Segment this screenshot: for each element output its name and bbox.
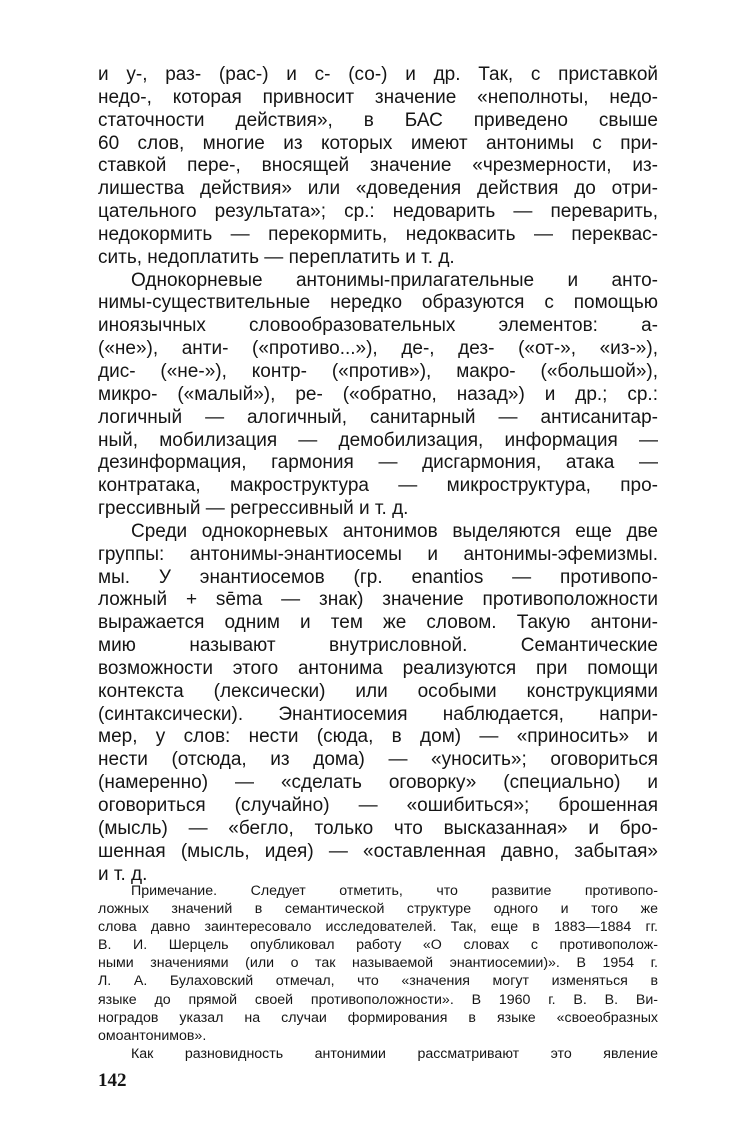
main-text	[98, 64, 658, 886]
text-line: оговориться (случайно) — «ошибиться»; брошенная	[98, 795, 658, 816]
text-line: («не»), анти- («противо...»), де-, дез- («от-», «из-»),	[98, 338, 658, 360]
text-line: мер, у слов: нести (сюда, в дом) — «приносить» и	[98, 726, 658, 748]
note-line: слова давно заинтересовало исследователей. Так, еще в 1883—1884 гг.	[98, 919, 658, 936]
text-line: ный, мобилизация — демобилизация, информация —	[98, 429, 658, 451]
text-line: нести (отсюда, из дома) — «уносить»; оговориться	[98, 749, 658, 771]
text-line: возможности этого антонима реализуются при помощи	[98, 657, 658, 679]
paragraph-start: Однокорневые антонимы-прилагательные и анто-	[131, 269, 658, 291]
text-line: иноязычных словообразовательных элементов: а-	[98, 315, 658, 337]
text-line: дезинформация, гармония — дисгармония, атака —	[98, 452, 658, 474]
text-line: ставкой пере-, вносящей значение «чрезмерности, из-	[98, 155, 658, 177]
text-line: дис- («не-»), контр- («против»), макро- («большой»),	[98, 360, 658, 382]
note-line: ноградов указал на случаи формирования в языке «своеобразных	[98, 1009, 658, 1026]
text-line: цательного результата»; ср.: недоварить — переварить,	[98, 201, 658, 223]
page-number: 142	[98, 1070, 127, 1091]
text-line: (синтаксически). Энантиосемия наблюдается, напри-	[98, 703, 658, 725]
text-line: (намеренно) — «сделать оговорку» (специально) и	[98, 772, 658, 794]
note-line: омоантонимов».	[98, 1027, 207, 1044]
text-line: мы. У энантиосемов (гр. enantios — противопо-	[98, 566, 658, 588]
text-line: логичный — алогичный, санитарный — антисанитар-	[98, 406, 658, 428]
text-line: выражается одним и тем же словом. Такую антони-	[98, 612, 658, 634]
footnote	[98, 882, 658, 1063]
text-line: и т. д.	[98, 863, 148, 885]
note-line: ложных значений в семантической структуре одного и того же	[98, 901, 658, 918]
text-line: 60 слов, многие из которых имеют антонимы с при-	[98, 132, 658, 154]
text-line: контекста (лексически) или особыми конструкциями	[98, 680, 658, 702]
text-line: нимы-существительные нередко образуются с помощью	[98, 292, 658, 314]
note-line: Как разновидность антонимии рассматривают это явление	[131, 1045, 658, 1062]
text-line: контратака, макроструктура — микроструктура, про-	[98, 475, 658, 497]
text-line: мию называют внутрисловной. Семантические	[98, 635, 658, 657]
note-line: языке до прямой своей противоположности». В 1960 г. В. В. Ви-	[98, 991, 658, 1008]
note-line: Примечание. Следует отметить, что развитие противопо-	[131, 883, 658, 899]
text-line: и у-, раз- (рас-) и с- (со-) и др. Так, с приставкой	[98, 64, 658, 85]
text-line: микро- («малый»), ре- («обратно, назад») и др.; ср.:	[98, 383, 658, 405]
note-line: Л. А. Булаховский отмечал, что «значения могут изменяться в	[98, 973, 658, 990]
note-line: В. И. Шерцель опубликовал работу «О словах с противополож-	[98, 937, 658, 954]
text-line: статочности действия», в БАС приведено свыше	[98, 109, 658, 131]
text-line: недо-, которая привносит значение «неполноты, недо-	[98, 86, 658, 108]
text-line: грессивный — регрессивный и т. д.	[98, 498, 409, 520]
text-line: группы: антонимы-энантиосемы и антонимы-эфемизмы.	[98, 543, 658, 565]
paragraph-start: Среди однокорневых антонимов выделяются еще две	[131, 520, 658, 542]
text-line: шенная (мысль, идея) — «оставленная давно, забытая»	[98, 840, 658, 862]
text-line: лишества действия» или «доведения действия до отри-	[98, 178, 658, 200]
text-line: ложный + sēma — знак) значение противоположности	[98, 589, 658, 611]
text-line: сить, недоплатить — переплатить и т. д.	[98, 246, 455, 268]
text-line: недокормить — перекормить, недоквасить — перекваc-	[98, 223, 658, 245]
text-line: (мысль) — «бегло, только что высказанная» и бро-	[98, 817, 658, 839]
note-line: ными значениями (или о так называемой энантиосемии)». В 1954 г.	[98, 955, 658, 972]
